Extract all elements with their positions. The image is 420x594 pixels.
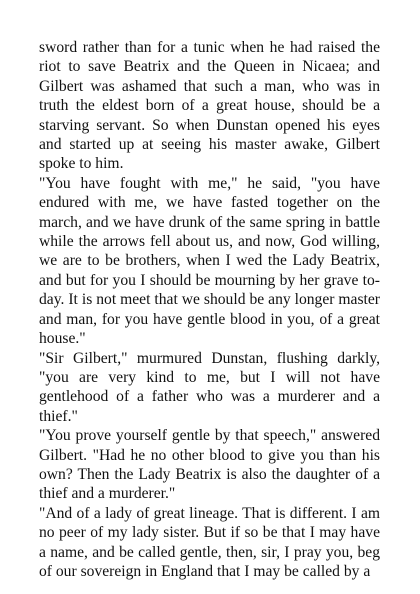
paragraph-5: "And of a lady of great lineage. That is different. I am no peer of my lady sister. But if so be that I may have a name, and be called gentle, then, sir, I pray you, beg of our sovereign in England that I may be called by a <box>39 504 380 580</box>
page-body <box>39 38 380 581</box>
paragraph-3: "Sir Gilbert," murmured Dunstan, flushing darkly, "you are very kind to me, but I will not have gentlehood of a father who was a murderer and a thief." <box>39 349 380 425</box>
paragraph-2: "You have fought with me," he said, "you have endured with me, we have fasted together on the march, and we have drunk of the same spring in battle while the arrows fell about us, and now, God willing, we are to be brothers, when I wed the Lady Beatrix, and but for you I should be mourning by her grave to-day. It is not meet that we should be any longer master and man, for you have gentle blood in you, of a great house." <box>39 174 380 348</box>
paragraph-4: "You prove yourself gentle by that speech," answered Gilbert. "Had he no other blood to give you than his own? Then the Lady Beatrix is also the daughter of a thief and a murderer." <box>39 427 380 503</box>
paragraph-1: sword rather than for a tunic when he had raised the riot to save Beatrix and the Queen in Nicaea; and Gilbert was ashamed that such a man, who was in truth the eldest born of a great house, should be a starving servant. So when Dunstan opened his eyes and started up at seeing his master awake, Gilbert spoke to him. <box>39 39 380 173</box>
